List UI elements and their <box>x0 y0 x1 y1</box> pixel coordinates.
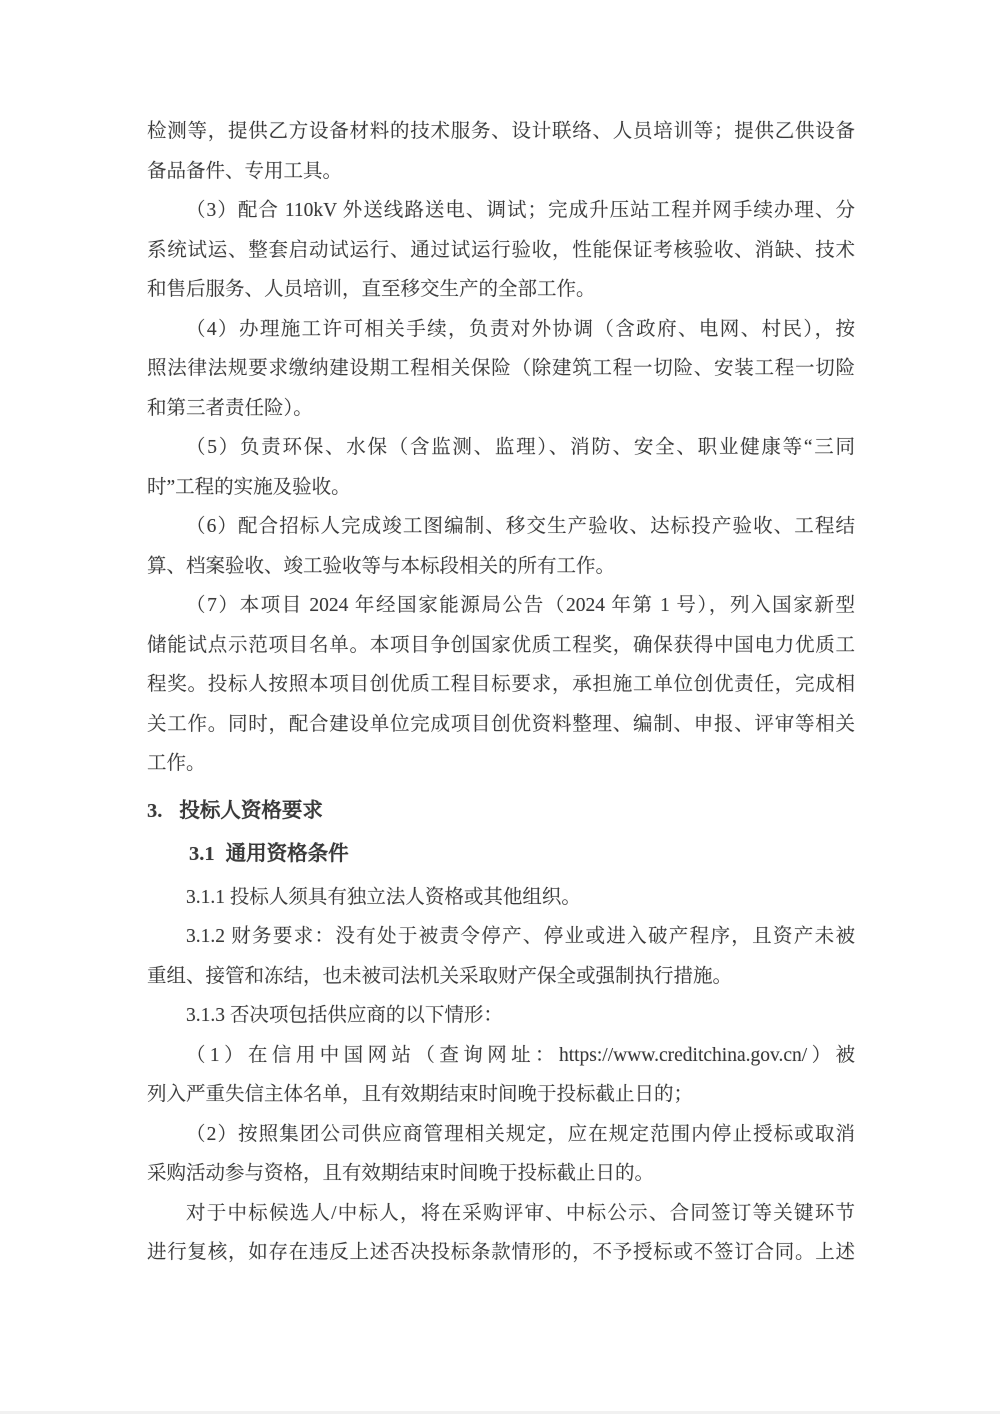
text-line: 列入严重失信主体名单，且有效期结束时间晚于投标截止日的； <box>147 1084 694 1105</box>
text-line: 程奖。投标人按照本项目创优质工程目标要求，承担施工单位创优责任，完成相 <box>147 674 855 695</box>
heading-title: 投标人资格要求 <box>179 799 323 822</box>
text-line: 系统试运、整套启动试运行、通过试运行验收，性能保证考核验收、消缺、技术 <box>147 239 855 261</box>
text-line: 3.1.3 否决项包括供应商的以下情形： <box>186 1005 503 1026</box>
text-line: 和售后服务、人员培训，直至移交生产的全部工作。 <box>147 279 596 300</box>
text-line: 算、档案验收、竣工验收等与本标段相关的所有工作。 <box>147 555 616 577</box>
text-line: （1）在信用中国网站（查询网址：https://www.creditchina.gov.cn/）被 <box>186 1044 855 1066</box>
heading-number: 3.1 <box>189 843 215 865</box>
heading-number: 3. <box>147 799 163 822</box>
text-line: 3.1.2 财务要求：没有处于被责令停产、停业或进入破产程序，且资产未被 <box>186 926 855 947</box>
document-content <box>147 112 855 1273</box>
text-line: （6）配合招标人完成竣工图编制、移交生产验收、达标投产验收、工程结 <box>186 516 855 537</box>
heading-title: 通用资格条件 <box>225 843 349 865</box>
text-line: 工作。 <box>147 753 206 774</box>
text-line: 检测等，提供乙方设备材料的技术服务、设计联络、人员培训等；提供乙供设备 <box>147 121 855 142</box>
text-line: 备品备件、专用工具。 <box>147 160 343 182</box>
text-line: （7）本项目 2024 年经国家能源局公告（2024 年第 1 号），列入国家新型 <box>186 595 855 616</box>
text-line: 关工作。同时，配合建设单位完成项目创优资料整理、编制、申报、评审等相关 <box>147 713 855 735</box>
text-line: 储能试点示范项目名单。本项目争创国家优质工程奖，确保获得中国电力优质工 <box>147 634 855 656</box>
text-line: （2）按照集团公司供应商管理相关规定，应在规定范围内停止授标或取消 <box>186 1123 855 1145</box>
text-line: 对于中标候选人/中标人，将在采购评审、中标公示、合同签订等关键环节 <box>186 1202 855 1224</box>
section-heading-3 <box>147 792 855 832</box>
text-line: （4）办理施工许可相关手续，负责对外协调（含政府、电网、村民），按 <box>186 318 855 340</box>
text-line: 进行复核，如存在违反上述否决投标条款情形的，不予授标或不签订合同。上述 <box>147 1242 855 1263</box>
section-heading-3-1 <box>147 835 855 875</box>
text-line: 和第三者责任险）。 <box>147 397 313 419</box>
text-line: （3）配合 110kV 外送线路送电、调试；完成升压站工程并网手续办理、分 <box>186 200 855 221</box>
text-line: 时”工程的实施及验收。 <box>147 476 351 498</box>
text-line: 采购活动参与资格，且有效期结束时间晚于投标截止日的。 <box>147 1163 655 1184</box>
text-line: （5）负责环保、水保（含监测、监理）、消防、安全、职业健康等“三同 <box>186 437 855 458</box>
text-line: 重组、接管和冻结，也未被司法机关采取财产保全或强制执行措施。 <box>147 965 733 987</box>
text-line: 3.1.1 投标人须具有独立法人资格或其他组织。 <box>186 886 581 908</box>
text-line: 照法律法规要求缴纳建设期工程相关保险（除建筑工程一切险、安装工程一切险 <box>147 358 855 379</box>
